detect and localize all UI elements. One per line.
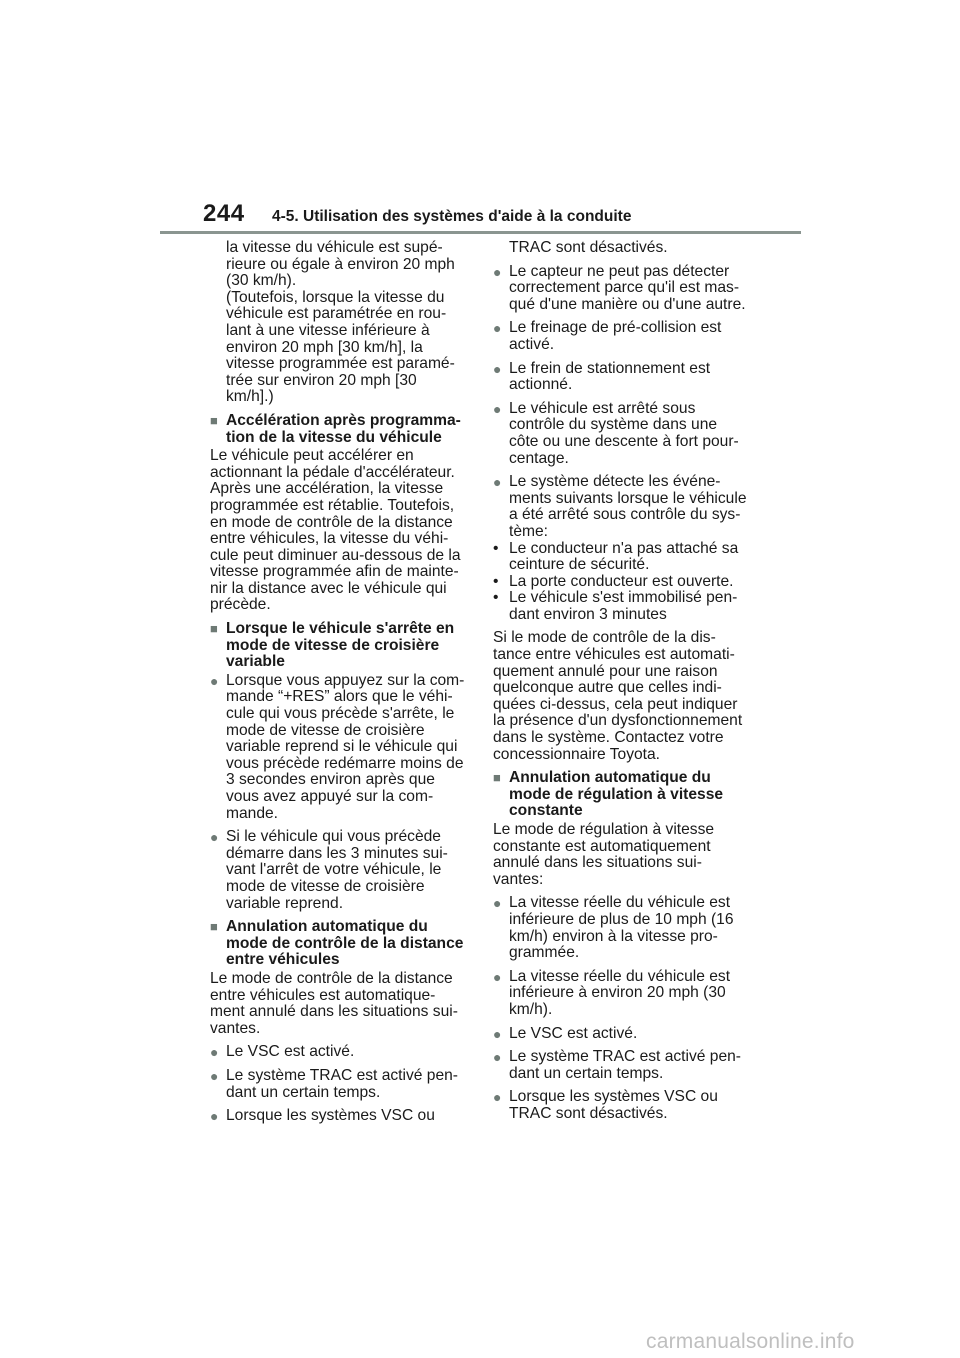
round-bullet-icon: ● (493, 263, 502, 280)
paragraph-auto-cancel-constant: Le mode de régulation à vitesse constante est automatiquement annulé dans les situations sui- vantes: (493, 821, 715, 888)
square-bullet-icon: ■ (493, 770, 501, 786)
list-item (210, 1108, 466, 1125)
list-item (493, 320, 749, 353)
dash-list (493, 541, 749, 624)
paragraph-malfunction: Si le mode de contrôle de la dis- tance entre véhicules est automati- quement annulé pour une raison quelconque autre que celles indi- quées ci-dessus, cela peut indiquer la présence d'un dysfonctionnement dans le système. Contactez votre concessionnaire Toyota. (493, 629, 743, 763)
dash-item (493, 590, 749, 623)
heading-auto-cancel-distance (210, 919, 466, 969)
right-column (493, 240, 749, 1130)
round-bullet-icon: ● (493, 400, 502, 417)
square-bullet-icon: ■ (210, 621, 218, 637)
round-bullet-icon: ● (493, 1049, 502, 1066)
list-item-text: Le véhicule est arrêté sous contrôle du système dans une côte ou une descente à fort pour- centage. (509, 399, 739, 467)
page-number: 244 (203, 200, 245, 227)
watermark: carmanualsonline.info (646, 1330, 855, 1353)
list-continuation: TRAC sont désactivés. (509, 239, 668, 256)
list-item (493, 1089, 749, 1122)
list-item-text: La vitesse réelle du véhicule est inférieure de plus de 10 mph (16 km/h) environ à la vitesse pro- grammée. (509, 894, 734, 962)
heading-auto-cancel-constant (493, 770, 749, 820)
list-item-text: Le système TRAC est activé pen- dant un certain temps. (509, 1048, 741, 1082)
list-item (493, 895, 749, 961)
list-item (210, 829, 466, 912)
round-bullet-icon: ● (210, 1108, 219, 1125)
dash-bullet-icon: • (493, 589, 499, 607)
heading-text: Annulation automatique du mode de contrôle de la distance entre véhicules (226, 918, 464, 969)
square-bullet-icon: ■ (210, 919, 218, 935)
dash-item (493, 541, 749, 574)
heading-vehicle-stop (210, 621, 466, 671)
round-bullet-icon: ● (493, 320, 502, 337)
round-bullet-icon: ● (210, 1067, 219, 1084)
dash-item (493, 574, 749, 591)
list-item (493, 401, 749, 467)
section-title: 4-5. Utilisation des systèmes d'aide à la conduite (272, 208, 632, 225)
list-item-text: Le système détecte les événe- ments suivants lorsque le véhicule a été arrêté sous contrôle du sys- tème: (509, 473, 747, 540)
list-item (493, 969, 749, 1019)
round-bullet-icon: ● (210, 672, 219, 689)
list-item (493, 264, 749, 314)
heading-text: Lorsque le véhicule s'arrête en mode de vitesse de croisière variable (226, 620, 455, 671)
list-item (210, 1068, 466, 1101)
list-item (493, 1026, 749, 1043)
list-item-text: Le VSC est activé. (226, 1043, 355, 1061)
round-bullet-icon: ● (493, 968, 502, 985)
list-item-text: Le système TRAC est activé pen- dant un certain temps. (226, 1066, 458, 1101)
square-bullet-icon: ■ (210, 412, 218, 428)
round-bullet-icon: ● (493, 895, 502, 912)
list-item-text: Si le véhicule qui vous précède démarre dans les 3 minutes sui- vant l'arrêt de votre véhicule, le mode de vitesse de croisière variable reprend. (226, 828, 448, 912)
list-item (493, 361, 749, 394)
round-bullet-icon: ● (493, 1089, 502, 1106)
heading-acceleration (210, 413, 466, 446)
paragraph-auto-cancel-distance: Le mode de contrôle de la distance entre véhicules est automatique- ment annulé dans les situations sui- vantes. (210, 969, 458, 1037)
intro-continuation: la vitesse du véhicule est supé- rieure ou égale à environ 20 mph (30 km/h). (Toutefois, lorsque la vitesse du véhicule est paramétrée en rou- lant à une vitesse inférieure à environ 20 mph [30 km/h], la vitesse programmée est paramé- trée sur environ 20 mph [30 km/h].) (226, 239, 455, 406)
list-item-text: Lorsque les systèmes VSC ou TRAC sont désactivés. (509, 1088, 718, 1122)
list-item (210, 673, 466, 822)
round-bullet-icon: ● (210, 1044, 219, 1061)
list-item (210, 1044, 466, 1061)
heading-text: Annulation automatique du mode de régulation à vitesse constante (509, 769, 724, 820)
round-bullet-icon: ● (493, 360, 502, 377)
list-item-text: Le frein de stationnement est actionné. (509, 359, 711, 394)
list-item-text: Lorsque vous appuyez sur la com- mande “+RES” alors que le véhi- cule qui vous précède s'arrête, le mode de vitesse de croisière variable reprend si le véhicule qui vous précède redémarre moins de 3 secondes environ après que vous avez appuyé sur la com- mande. (226, 671, 465, 822)
list-item-text: Le capteur ne peut pas détecter correctement parce qu'il est mas- qué d'une manière ou d'une autre. (509, 262, 746, 313)
heading-text: Accélération après programma- tion de la vitesse du véhicule (226, 411, 461, 446)
header-divider (160, 231, 801, 234)
list-item-text: Lorsque les systèmes VSC ou (226, 1107, 435, 1125)
dash-item-text: Le véhicule s'est immobilisé pen- dant environ 3 minutes (509, 589, 738, 623)
list-item (493, 1049, 749, 1082)
dash-bullet-icon: • (493, 539, 499, 557)
round-bullet-icon: ● (210, 829, 219, 846)
dash-bullet-icon: • (493, 572, 499, 590)
round-bullet-icon: ● (493, 1025, 502, 1042)
dash-item-text: Le conducteur n'a pas attaché sa ceinture de sécurité. (509, 539, 739, 574)
left-column (210, 240, 466, 1132)
dash-item-text: La porte conducteur est ouverte. (509, 572, 734, 590)
paragraph-acceleration: Le véhicule peut accélérer en actionnant la pédale d'accélérateur. Après une accélération, la vitesse programmée est rétablie. Toutefois, en mode de contrôle de la distance entre véhicules, la vitesse du véhi- cule peut diminuer au-dessous de la vitesse programmée afin de mainte- nir la distance avec le véhicule qui précède. (210, 447, 461, 614)
list-item-text: Le freinage de pré-collision est activé. (509, 319, 722, 353)
list-item-text: Le VSC est activé. (509, 1024, 638, 1042)
list-item-text: La vitesse réelle du véhicule est inférieure à environ 20 mph (30 km/h). (509, 967, 731, 1018)
round-bullet-icon: ● (493, 474, 502, 491)
list-item (493, 474, 749, 540)
